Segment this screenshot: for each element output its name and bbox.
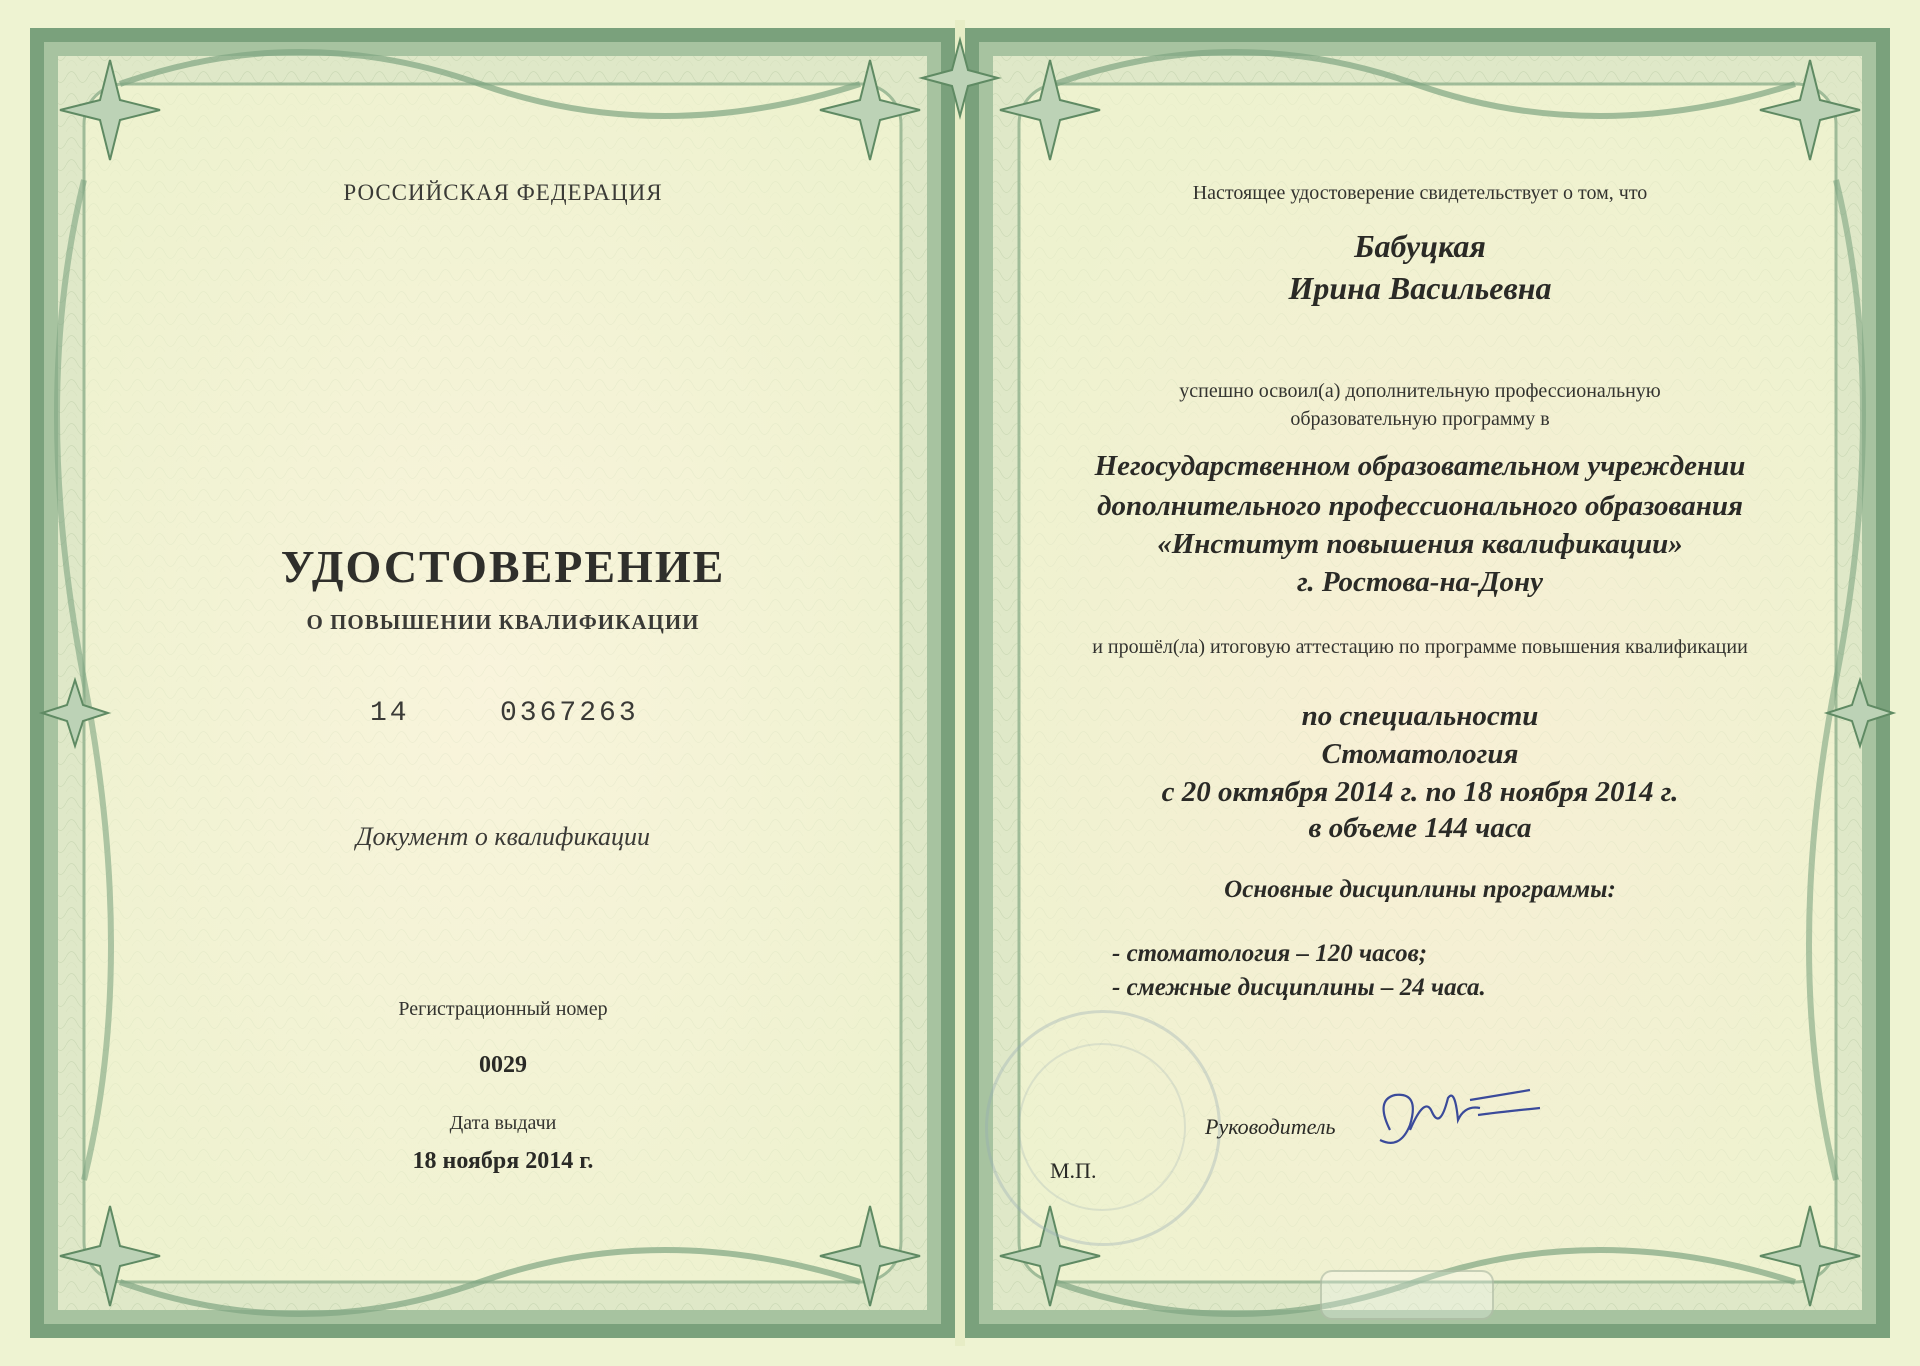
- serial-number: 0367263: [500, 698, 639, 729]
- holder-given-names: Ирина Васильевна: [1288, 270, 1552, 306]
- document-subtitle: О ПОВЫШЕНИИ КВАЛИФИКАЦИИ: [306, 610, 700, 634]
- issue-date: 18 ноября 2014 г.: [412, 1148, 594, 1174]
- head-label: Руководитель: [1205, 1114, 1336, 1139]
- document-title: УДОСТОВЕРЕНИЕ: [280, 541, 726, 592]
- specialty-label: по специальности: [1301, 700, 1539, 732]
- mastered-line-2: образовательную программу в: [1290, 408, 1550, 430]
- issue-date-label: Дата выдачи: [449, 1112, 557, 1134]
- document-type: Документ о квалификации: [356, 822, 650, 851]
- intro-text: Настоящее удостоверение свидетельствует о том, что: [1192, 182, 1648, 204]
- left-page-frame: [30, 28, 955, 1338]
- institution-line-1: Негосударственном образовательном учреждении: [1094, 450, 1746, 482]
- seal-stamp: [985, 1010, 1221, 1246]
- discipline-item-2: - смежные дисциплины – 24 часа.: [1112, 974, 1486, 1001]
- mastered-line-1: успешно освоил(а) дополнительную профессиональную: [1179, 380, 1661, 402]
- institution-line-4: г. Ростова-на-Дону: [1297, 566, 1543, 598]
- institution-line-3: «Институт повышения квалификации»: [1157, 528, 1683, 560]
- blank-field: [1320, 1270, 1494, 1320]
- specialty-name: Стоматология: [1321, 738, 1519, 770]
- seal-label: М.П.: [1050, 1158, 1097, 1183]
- registration-label: Регистрационный номер: [398, 998, 608, 1020]
- training-period: с 20 октября 2014 г. по 18 ноября 2014 г.: [1161, 776, 1679, 808]
- attestation-text: и прошёл(ла) итоговую аттестацию по программе повышения квалификации: [1092, 636, 1748, 658]
- institution-line-2: дополнительного профессионального образования: [1097, 490, 1743, 522]
- country-label: РОССИЙСКАЯ ФЕДЕРАЦИЯ: [343, 180, 663, 205]
- training-volume: в объеме 144 часа: [1308, 812, 1532, 844]
- disciplines-title: Основные дисциплины программы:: [1224, 876, 1616, 903]
- discipline-item-1: - стоматология – 120 часов;: [1112, 940, 1428, 967]
- registration-number: 0029: [479, 1052, 527, 1078]
- holder-surname: Бабуцкая: [1354, 228, 1486, 264]
- serial-series: 14: [370, 698, 410, 729]
